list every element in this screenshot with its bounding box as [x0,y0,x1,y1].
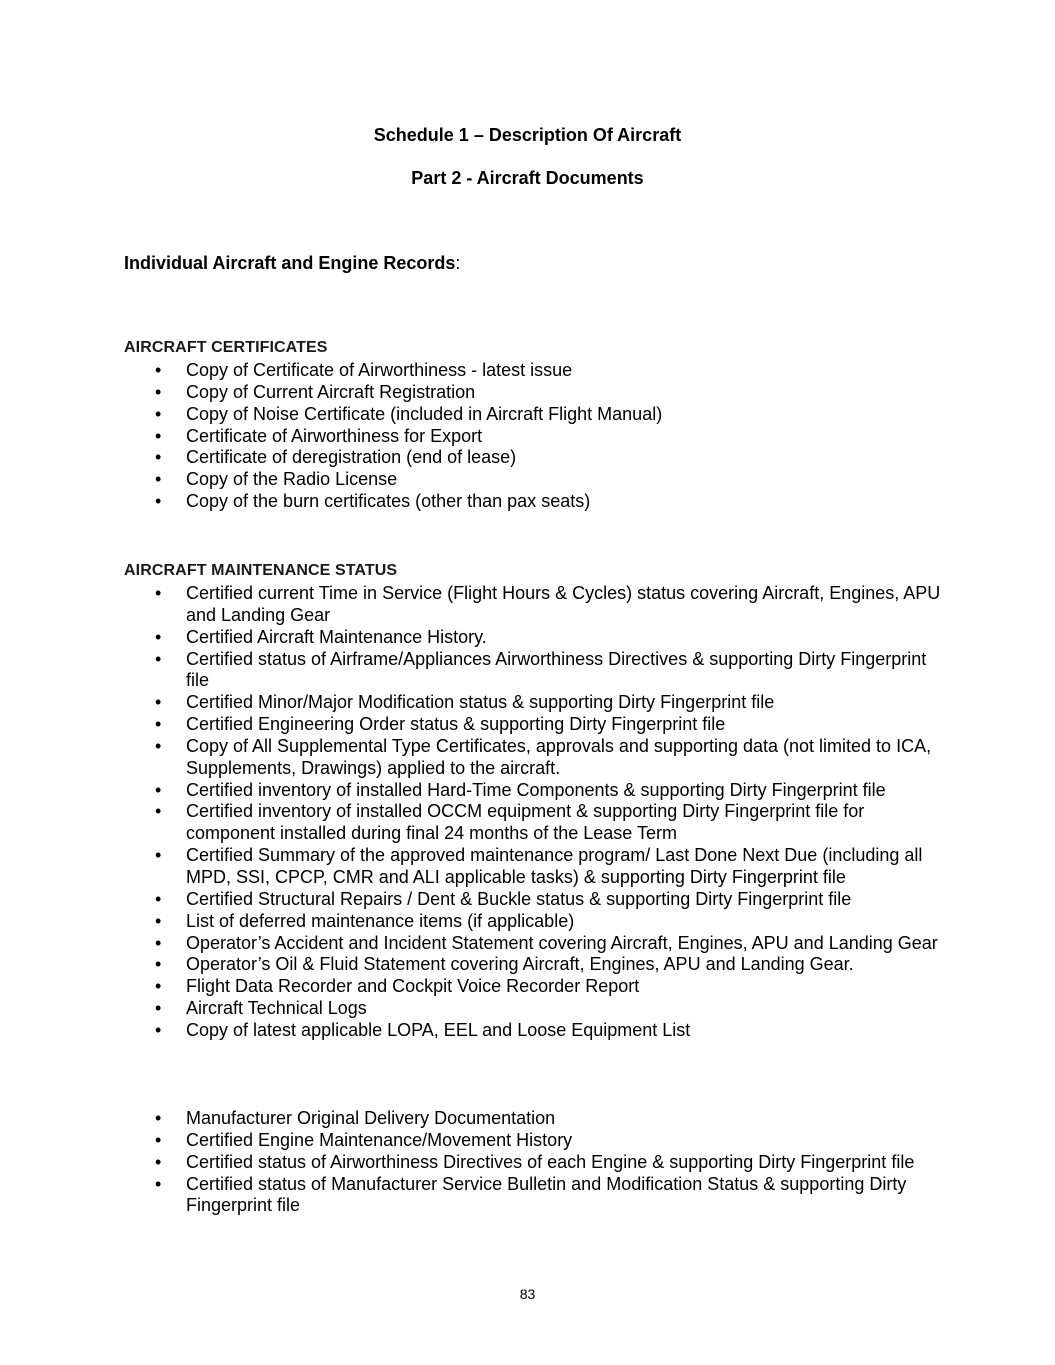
list-item-text: Manufacturer Original Delivery Documentation [186,1108,556,1128]
list-item-text: Certified inventory of installed OCCM equipment & supporting Dirty Fingerprint file for component installed during final 24 months of the Lease Term [186,801,865,844]
bullet-icon: • [155,648,162,669]
bullet-icon: • [155,735,162,756]
list-item-text: Certified status of Airworthiness Directives of each Engine & supporting Dirty Fingerprint file [186,1151,915,1172]
certificates-list [124,360,944,513]
list-item [124,1020,944,1042]
list-item-text: Flight Data Recorder and Cockpit Voice Recorder Report [186,976,640,997]
list-item-text: Operator’s Oil & Fluid Statement covering Aircraft, Engines, APU and Landing Gear. [186,954,854,975]
list-item-text: Certified Summary of the approved maintenance program/ Last Done Next Due (including all MPD, SSI, CPCP, CMR and ALI applicable tasks) & supporting Dirty Fingerprint file [186,845,923,887]
bullet-icon: • [155,469,162,490]
bullet-icon: • [155,1019,162,1040]
list-item [124,1108,944,1130]
bullet-icon: • [155,954,162,975]
list-item [124,360,944,382]
bullet-icon: • [155,1173,162,1194]
bullet-icon: • [155,1129,162,1150]
records-heading-text: Individual Aircraft and Engine Records [124,253,456,273]
list-item-text: Certified Aircraft Maintenance History. [186,626,487,647]
additional-records-list [124,1108,944,1217]
list-item-text: Copy of latest applicable LOPA, EEL and Loose Equipment List [186,1019,691,1040]
list-item-text: Certified status of Airframe/Appliances Airworthiness Directives & supporting Dirty Fingerprint file [186,648,927,691]
list-item [124,627,944,649]
bullet-icon: • [155,998,162,1019]
list-item [124,998,944,1020]
bullet-icon: • [155,692,162,713]
bullet-icon: • [155,425,162,446]
list-item [124,976,944,998]
list-item [124,801,944,845]
list-item-text: Certified Engineering Order status & supporting Dirty Fingerprint file [186,714,726,735]
list-item [124,954,944,976]
list-item-text: Certificate of deregistration (end of lease) [186,447,517,468]
bullet-icon: • [155,626,162,647]
list-item [124,404,944,426]
bullet-icon: • [155,360,162,380]
records-heading [124,252,460,274]
list-item [124,447,944,469]
list-item [124,736,944,780]
list-item [124,889,944,911]
list-item-text: Copy of the burn certificates (other than pax seats) [186,491,591,512]
list-item [124,649,944,693]
list-item [124,714,944,736]
list-item [124,583,944,627]
list-item-text: Copy of Current Aircraft Registration [186,381,476,402]
records-heading-colon: : [455,253,461,273]
list-item-text: Certificate of Airworthiness for Export [186,425,483,446]
list-item [124,469,944,491]
list-item-text: Copy of All Supplemental Type Certificates, approvals and supporting data (not limited to ICA, Supplements, Drawings) applied to the aircraft. [186,735,932,778]
list-item [124,933,944,955]
bullet-icon: • [155,888,162,909]
bullet-icon: • [155,491,162,512]
list-item [124,1152,944,1174]
list-item [124,780,944,802]
list-item-text: Copy of Certificate of Airworthiness - latest issue [186,360,573,380]
bullet-icon: • [155,932,162,953]
list-item [124,911,944,933]
page-number: 83 [519,1286,536,1302]
list-item-text: Certified status of Manufacturer Service Bulletin and Modification Status & supporting Dirty Fingerprint file [186,1173,907,1216]
bullet-icon: • [155,801,162,822]
bullet-icon: • [155,779,162,800]
list-item-text: Certified Engine Maintenance/Movement History [186,1129,573,1150]
maintenance-list [124,583,944,1042]
bullet-icon: • [155,714,162,735]
list-item-text: Certified Minor/Major Modification status & supporting Dirty Fingerprint file [186,692,775,713]
bullet-icon: • [155,1151,162,1172]
list-item-text: List of deferred maintenance items (if applicable) [186,910,575,931]
bullet-icon: • [155,976,162,997]
list-item [124,1130,944,1152]
list-item-text: Copy of Noise Certificate (included in Aircraft Flight Manual) [186,403,663,424]
list-item [124,382,944,404]
section-heading-certificates: AIRCRAFT CERTIFICATES [124,339,328,356]
list-item [124,1174,944,1218]
list-item-text: Copy of the Radio License [186,469,398,490]
bullet-icon: • [155,910,162,931]
bullet-icon: • [155,381,162,402]
section-heading-maintenance: AIRCRAFT MAINTENANCE STATUS [124,562,398,579]
bullet-icon: • [155,845,162,866]
list-item [124,845,944,889]
list-item-text: Certified Structural Repairs / Dent & Buckle status & supporting Dirty Fingerprint file [186,888,852,909]
list-item [124,692,944,714]
bullet-icon: • [155,583,162,603]
list-item [124,491,944,513]
page-subtitle: Part 2 - Aircraft Documents [411,168,644,188]
list-item-text: Certified current Time in Service (Flight Hours & Cycles) status covering Aircraft, Engines, APU and Landing Gear [186,583,941,625]
bullet-icon: • [155,1108,162,1128]
bullet-icon: • [155,447,162,468]
list-item-text: Certified inventory of installed Hard-Time Components & supporting Dirty Fingerprint file [186,779,886,800]
bullet-icon: • [155,403,162,424]
list-item-text: Aircraft Technical Logs [186,998,367,1019]
list-item [124,426,944,448]
list-item-text: Operator’s Accident and Incident Statement covering Aircraft, Engines, APU and Landing Gear [186,932,938,953]
page-title: Schedule 1 – Description Of Aircraft [373,125,682,145]
